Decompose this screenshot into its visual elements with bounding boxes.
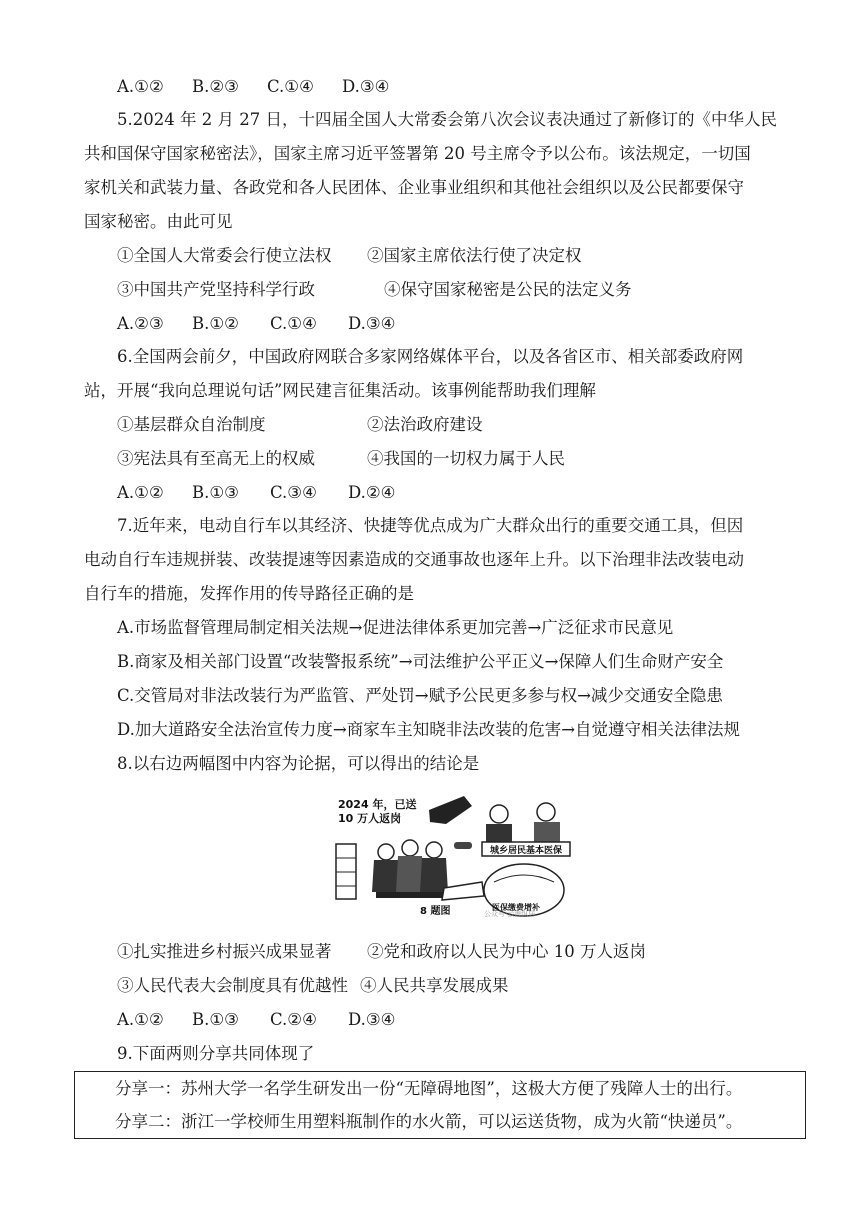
q5-choice-d: D.③④ [348,314,396,333]
watermark-text: 公众号·云海纵居 [484,910,536,918]
q8-choice-c: C.②④ [270,1010,317,1029]
q8-choice-b: B.①③ [192,1010,239,1029]
q8-choice-d: D.③④ [348,1010,396,1029]
q8-choice-a: A.①② [117,1010,164,1029]
q5-choice-c: C.①④ [270,314,317,333]
q5-item-2: ②国家主席依法行使了决定权 [367,246,582,265]
q6-choice-c: C.③④ [270,483,317,502]
q6-stem-line: 站，开展“我向总理说句话”网民建言征集活动。该事例能帮助我们理解 [84,381,596,400]
q6-item-3: ③宪法具有至高无上的权威 [117,449,315,468]
q9-share-1: 分享一：苏州大学一名学生研发出一份“无障碍地图”，这极大方便了残障人士的出行。 [115,1079,743,1098]
q5-stem-line: 国家秘密。由此可见 [84,212,233,231]
q5-choice-b: B.①② [192,314,239,333]
q8-item-3: ③人民代表大会制度具有优越性 [117,976,348,995]
q6-item-1: ①基层群众自治制度 [117,415,266,434]
q5-item-4: ④保守国家秘密是公民的法定义务 [384,280,632,299]
q7-stem-line: 7.近年来，电动自行车以其经济、快捷等优点成为广大群众出行的重要交通工具，但因 [117,516,744,535]
figure-label: 8 题图 [420,906,451,917]
q5-stem-line: 家机关和武装力量、各政党和各人民团体、企业事业组织和其他社会组织以及公民都要保守 [84,178,744,197]
globe-text: 医保缴费增补 [492,903,540,912]
q8-stem: 8.以右边两幅图中内容为论据，可以得出的结论是 [117,754,480,773]
q5-stem-line: 5.2024 年 2 月 27 日，十四届全国人大常委会第八次会议表决通过了新修订的《中华人民 [117,110,777,129]
q8-item-2: ②党和政府以人民为中心 10 万人返岗 [367,942,646,961]
q5-item-1: ①全国人大常委会行使立法权 [117,246,332,265]
cartoon-illustration [334,792,572,918]
q6-choice-a: A.①② [117,483,164,502]
q4-choice-d: D.③④ [342,77,390,96]
banner-text: 城乡居民基本医保 [489,846,563,856]
q4-choice-b: B.②③ [192,77,239,96]
q7-stem-line: 电动自行车违规拼装、改装提速等因素造成的交通事故也逐年上升。以下治理非法改装电动 [84,550,744,569]
hand-icon [429,796,472,824]
q9-share-2: 分享二：浙江一学校师生用塑料瓶制作的水火箭，可以运送货物，成为火箭“快递员”。 [115,1112,743,1131]
cartoon-caption-line2: 10 万人返岗 [338,812,402,825]
q4-choice-a: A.①② [117,77,164,96]
q7-option-d: D.加大道路安全法治宣传力度→商家车主知晓非法改装的危害→自觉遵守相关法律法规 [117,720,741,739]
q8-item-4: ④人民共享发展成果 [360,976,509,995]
car-icon [454,842,472,849]
q4-choice-c: C.①④ [267,77,314,96]
q6-stem-line: 6.全国两会前夕，中国政府网联合多家网络媒体平台，以及各省区市、相关部委政府网 [117,347,744,366]
cartoon-caption-line1: 2024 年，已送 [338,798,417,811]
q6-item-4: ④我国的一切权力属于人民 [367,449,565,468]
q8-cartoon-figure [334,792,572,918]
q8-item-1: ①扎实推进乡村振兴成果显著 [117,942,332,961]
q6-choice-d: D.②④ [348,483,396,502]
q7-option-a: A.市场监督管理局制定相关法规→促进法律体系更加完善→广泛征求市民意见 [117,618,674,637]
q5-item-3: ③中国共产党坚持科学行政 [117,280,315,299]
q5-choice-a: A.②③ [117,314,164,333]
q9-share-box [74,1071,806,1139]
q7-stem-line: 自行车的措施，发挥作用的传导路径正确的是 [84,584,414,603]
workers-icon [372,840,448,898]
q5-stem-line: 共和国保守国家秘密法》，国家主席习近平签署第 20 号主席令予以公布。该法规定，一切国 [84,144,751,163]
q9-stem: 9.下面两则分享共同体现了 [117,1044,315,1063]
q6-item-2: ②法治政府建设 [367,415,483,434]
q7-option-b: B.商家及相关部门设置“改装警报系统”→司法维护公平正义→保障人们生命财产安全 [117,652,724,671]
q6-choice-b: B.①③ [192,483,239,502]
doctors-icon [486,803,560,842]
train-icon [442,882,484,900]
q7-option-c: C.交管局对非法改装行为严监管、严处罚→赋予公民更多参与权→减少交通安全隐患 [117,686,723,705]
